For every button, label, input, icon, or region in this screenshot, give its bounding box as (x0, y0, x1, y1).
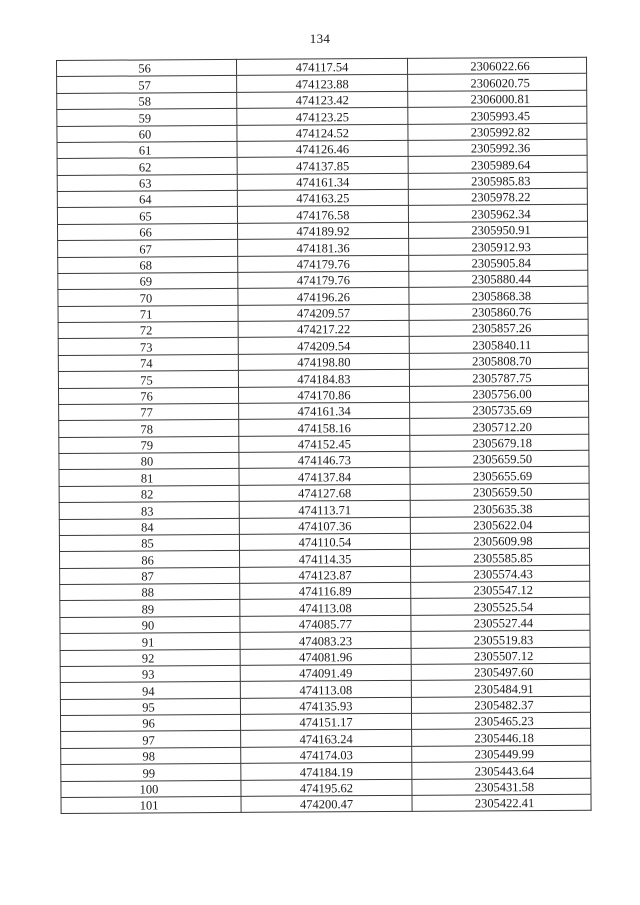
point-number-cell: 99 (61, 764, 241, 781)
y-coordinate-cell: 2305574.43 (411, 565, 590, 582)
point-number-cell: 63 (57, 174, 237, 191)
point-number-cell: 66 (58, 223, 238, 240)
x-coordinate-cell: 474091.49 (240, 664, 411, 681)
point-number-cell: 77 (59, 403, 239, 420)
y-coordinate-cell: 2305868.38 (409, 287, 588, 304)
point-number-cell: 62 (57, 158, 237, 175)
x-coordinate-cell: 474184.83 (238, 369, 409, 386)
point-number-cell: 71 (58, 305, 238, 322)
x-coordinate-cell: 474081.96 (240, 648, 411, 665)
x-coordinate-cell: 474127.68 (239, 484, 410, 501)
x-coordinate-cell: 474179.76 (238, 271, 409, 288)
y-coordinate-cell: 2305860.76 (409, 303, 588, 320)
point-number-cell: 68 (58, 256, 238, 273)
y-coordinate-cell: 2305756.00 (409, 385, 588, 402)
x-coordinate-cell: 474174.03 (241, 746, 412, 763)
y-coordinate-cell: 2305527.44 (411, 614, 590, 631)
x-coordinate-cell: 474209.54 (238, 337, 409, 354)
x-coordinate-cell: 474113.71 (239, 500, 410, 517)
point-number-cell: 59 (57, 109, 237, 126)
y-coordinate-cell: 2305655.69 (410, 467, 589, 484)
x-coordinate-cell: 474117.54 (236, 58, 407, 75)
y-coordinate-cell: 2305992.82 (408, 123, 587, 140)
y-coordinate-cell: 2306020.75 (408, 74, 587, 91)
point-number-cell: 94 (60, 682, 240, 699)
x-coordinate-cell: 474123.42 (237, 91, 408, 108)
y-coordinate-cell: 2305857.26 (409, 319, 588, 336)
point-number-cell: 75 (58, 371, 238, 388)
x-coordinate-cell: 474198.80 (238, 353, 409, 370)
coordinates-table (56, 57, 592, 814)
y-coordinate-cell: 2305962.34 (408, 205, 587, 222)
point-number-cell: 81 (59, 469, 239, 486)
x-coordinate-cell: 474209.57 (238, 304, 409, 321)
y-coordinate-cell: 2305989.64 (408, 156, 587, 173)
point-number-cell: 72 (58, 321, 238, 338)
point-number-cell: 80 (59, 452, 239, 469)
point-number-cell: 95 (60, 698, 240, 715)
x-coordinate-cell: 474083.23 (240, 631, 411, 648)
point-number-cell: 88 (60, 583, 240, 600)
y-coordinate-cell: 2305482.37 (411, 696, 590, 713)
x-coordinate-cell: 474176.58 (237, 206, 408, 223)
y-coordinate-cell: 2305992.36 (408, 139, 587, 156)
point-number-cell: 65 (57, 207, 237, 224)
x-coordinate-cell: 474217.22 (238, 320, 409, 337)
y-coordinate-cell: 2305431.58 (412, 778, 591, 795)
x-coordinate-cell: 474146.73 (239, 451, 410, 468)
y-coordinate-cell: 2305993.45 (408, 106, 587, 123)
x-coordinate-cell: 474126.46 (237, 140, 408, 157)
x-coordinate-cell: 474114.35 (240, 550, 411, 567)
point-number-cell: 67 (58, 240, 238, 257)
point-number-cell: 87 (60, 567, 240, 584)
y-coordinate-cell: 2305880.44 (409, 270, 588, 287)
point-number-cell: 79 (59, 436, 239, 453)
y-coordinate-cell: 2305985.83 (408, 172, 587, 189)
point-number-cell: 76 (59, 387, 239, 404)
y-coordinate-cell: 2305465.23 (411, 712, 590, 729)
point-number-cell: 91 (60, 633, 240, 650)
y-coordinate-cell: 2305497.60 (411, 663, 590, 680)
point-number-cell: 57 (57, 76, 237, 93)
x-coordinate-cell: 474170.86 (239, 386, 410, 403)
point-number-cell: 70 (58, 289, 238, 306)
x-coordinate-cell: 474181.36 (238, 238, 409, 255)
x-coordinate-cell: 474158.16 (239, 419, 410, 436)
point-number-cell: 100 (61, 780, 241, 797)
point-number-cell: 73 (58, 338, 238, 355)
point-number-cell: 101 (61, 796, 241, 813)
x-coordinate-cell: 474152.45 (239, 435, 410, 452)
point-number-cell: 58 (57, 92, 237, 109)
point-number-cell: 90 (60, 616, 240, 633)
y-coordinate-cell: 2305622.04 (410, 516, 589, 533)
point-number-cell: 56 (57, 59, 237, 76)
y-coordinate-cell: 2305840.11 (409, 336, 588, 353)
x-coordinate-cell: 474163.25 (237, 189, 408, 206)
point-number-cell: 60 (57, 125, 237, 142)
x-coordinate-cell: 474123.87 (240, 566, 411, 583)
x-coordinate-cell: 474110.54 (239, 533, 410, 550)
y-coordinate-cell: 2305659.50 (410, 483, 589, 500)
y-coordinate-cell: 2305635.38 (410, 499, 589, 516)
table-row (61, 794, 591, 814)
x-coordinate-cell: 474200.47 (241, 795, 412, 812)
x-coordinate-cell: 474116.89 (240, 582, 411, 599)
y-coordinate-cell: 2305679.18 (410, 434, 589, 451)
x-coordinate-cell: 474137.85 (237, 157, 408, 174)
point-number-cell: 92 (60, 649, 240, 666)
point-number-cell: 98 (61, 747, 241, 764)
point-number-cell: 86 (60, 551, 240, 568)
x-coordinate-cell: 474151.17 (241, 713, 412, 730)
x-coordinate-cell: 474124.52 (237, 124, 408, 141)
point-number-cell: 83 (59, 502, 239, 519)
y-coordinate-cell: 2305585.85 (410, 549, 589, 566)
y-coordinate-cell: 2305446.18 (412, 729, 591, 746)
page-number: 134 (309, 31, 331, 46)
x-coordinate-cell: 474179.76 (238, 255, 409, 272)
point-number-cell: 74 (58, 354, 238, 371)
point-number-cell: 96 (61, 714, 241, 731)
point-number-cell: 69 (58, 272, 238, 289)
y-coordinate-cell: 2305950.91 (408, 221, 587, 238)
point-number-cell: 61 (57, 141, 237, 158)
x-coordinate-cell: 474195.62 (241, 779, 412, 796)
point-number-cell: 64 (57, 190, 237, 207)
x-coordinate-cell: 474135.93 (240, 697, 411, 714)
y-coordinate-cell: 2305422.41 (412, 794, 591, 811)
x-coordinate-cell: 474163.24 (241, 730, 412, 747)
y-coordinate-cell: 2305449.99 (412, 745, 591, 762)
y-coordinate-cell: 2305712.20 (410, 418, 589, 435)
point-number-cell: 82 (59, 485, 239, 502)
point-number-cell: 84 (59, 518, 239, 535)
y-coordinate-cell: 2305912.93 (409, 237, 588, 254)
x-coordinate-cell: 474123.25 (237, 107, 408, 124)
y-coordinate-cell: 2305443.64 (412, 761, 591, 778)
x-coordinate-cell: 474161.34 (237, 173, 408, 190)
y-coordinate-cell: 2306000.81 (408, 90, 587, 107)
x-coordinate-cell: 474189.92 (237, 222, 408, 239)
point-number-cell: 93 (60, 665, 240, 682)
y-coordinate-cell: 2306022.66 (407, 57, 586, 74)
y-coordinate-cell: 2305609.98 (410, 532, 589, 549)
point-number-cell: 85 (59, 534, 239, 551)
x-coordinate-cell: 474137.84 (239, 468, 410, 485)
x-coordinate-cell: 474113.08 (240, 681, 411, 698)
x-coordinate-cell: 474161.34 (239, 402, 410, 419)
point-number-cell: 78 (59, 420, 239, 437)
x-coordinate-cell: 474085.77 (240, 615, 411, 632)
y-coordinate-cell: 2305735.69 (410, 401, 589, 418)
y-coordinate-cell: 2305547.12 (411, 581, 590, 598)
y-coordinate-cell: 2305484.91 (411, 679, 590, 696)
coordinates-table-body (57, 57, 592, 813)
y-coordinate-cell: 2305808.70 (409, 352, 588, 369)
x-coordinate-cell: 474123.88 (237, 75, 408, 92)
y-coordinate-cell: 2305905.84 (409, 254, 588, 271)
y-coordinate-cell: 2305525.54 (411, 598, 590, 615)
y-coordinate-cell: 2305978.22 (408, 188, 587, 205)
y-coordinate-cell: 2305787.75 (409, 368, 588, 385)
x-coordinate-cell: 474184.19 (241, 762, 412, 779)
y-coordinate-cell: 2305519.83 (411, 630, 590, 647)
y-coordinate-cell: 2305507.12 (411, 647, 590, 664)
x-coordinate-cell: 474196.26 (238, 288, 409, 305)
point-number-cell: 89 (60, 600, 240, 617)
point-number-cell: 97 (61, 731, 241, 748)
x-coordinate-cell: 474107.36 (239, 517, 410, 534)
y-coordinate-cell: 2305659.50 (410, 450, 589, 467)
x-coordinate-cell: 474113.08 (240, 599, 411, 616)
